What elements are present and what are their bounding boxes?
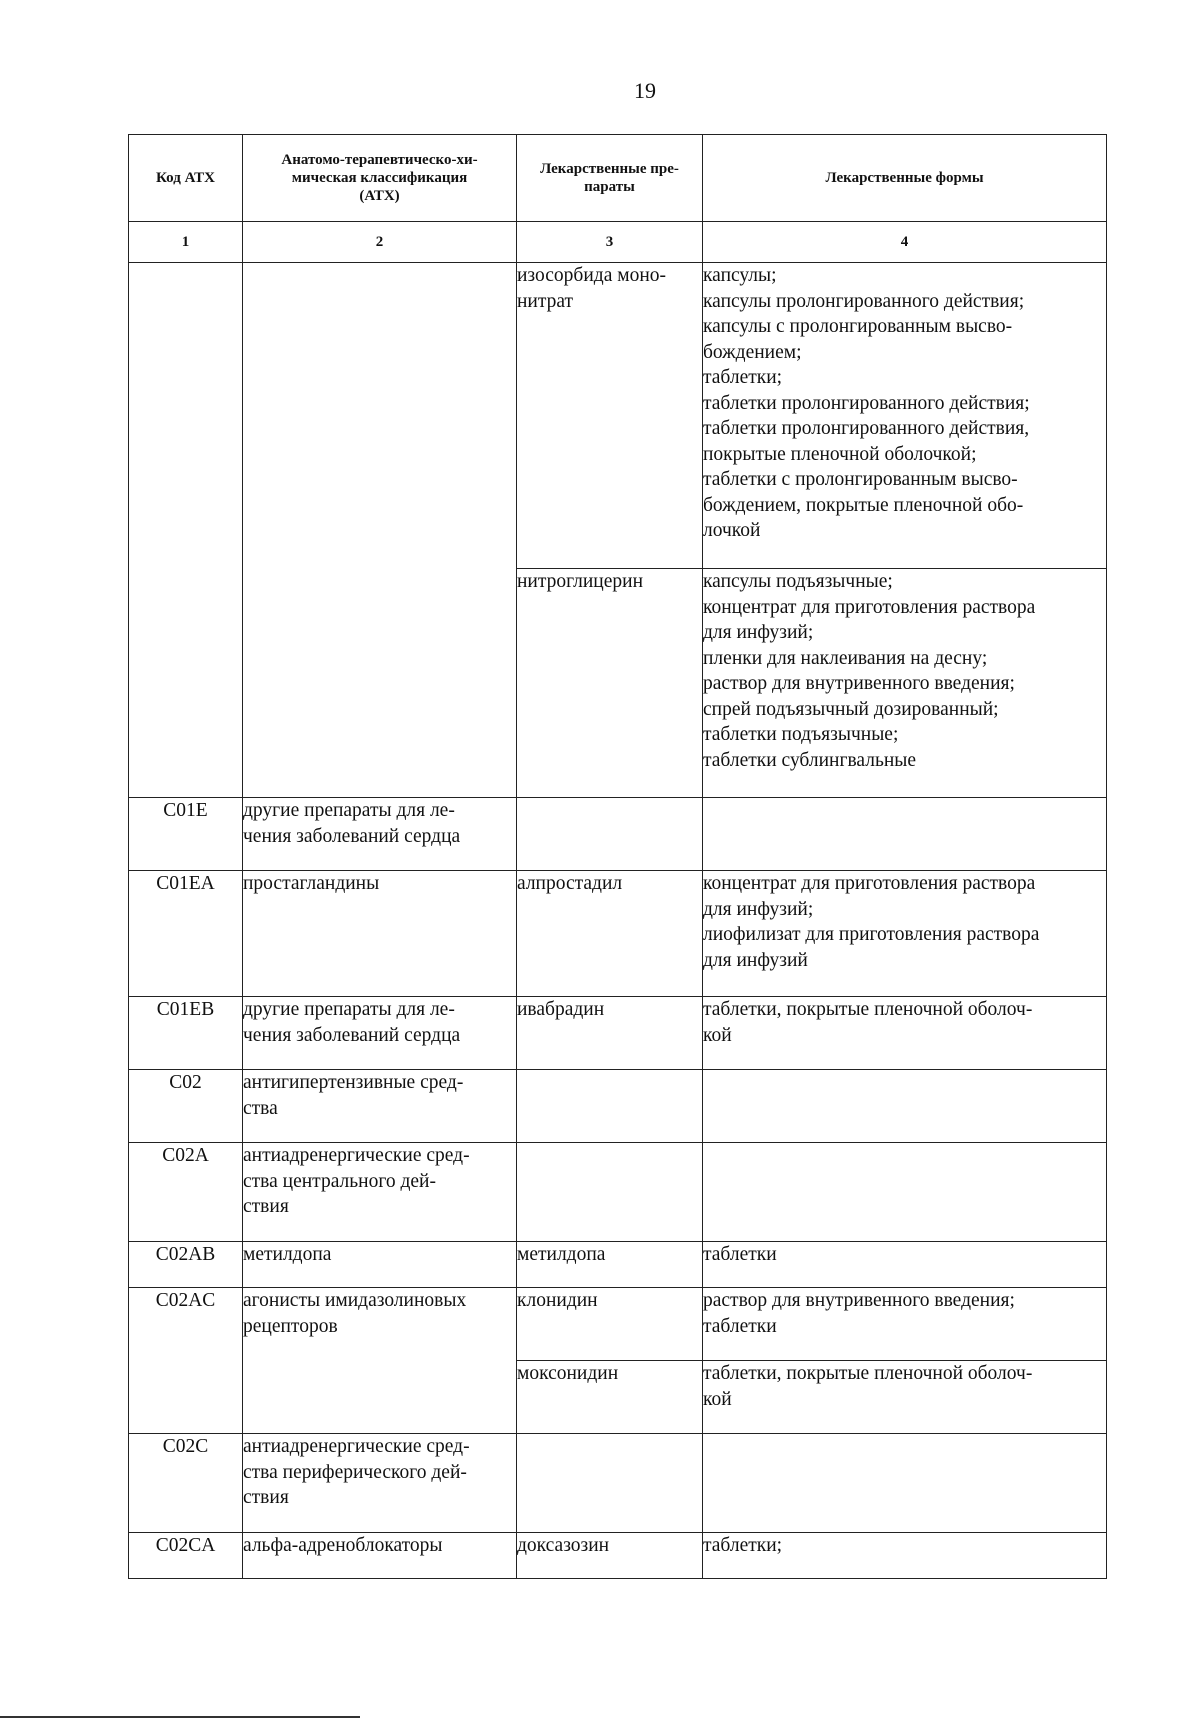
classification-cell	[243, 798, 517, 871]
text-line: капсулы;	[703, 265, 777, 286]
atx-drug-table	[128, 134, 1107, 1579]
table-header-row	[129, 135, 1107, 222]
text-line: антиадренергические сред-	[243, 1145, 470, 1166]
text-line: пленки для наклеивания на десну;	[703, 647, 988, 669]
cell-text	[243, 1533, 516, 1559]
text-line: ства	[243, 1097, 278, 1119]
cell-text	[517, 160, 702, 196]
cell-text	[517, 1533, 702, 1559]
text-line: агонисты имидазолиновых	[243, 1290, 467, 1311]
text-line: нитроглицерин	[517, 571, 644, 592]
text-line: таблетки;	[703, 367, 783, 388]
drug-cell	[517, 1533, 703, 1579]
text-line: (АТХ)	[359, 188, 400, 204]
text-line: моксонидин	[517, 1363, 619, 1384]
dosage-forms-cell	[703, 1434, 1107, 1533]
cell-text	[703, 1361, 1106, 1412]
text-line: кой	[703, 1024, 732, 1046]
drug-cell	[517, 263, 703, 569]
drug-cell	[517, 1288, 703, 1361]
atx-code-cell: C02C	[129, 1434, 243, 1533]
dosage-forms-cell	[703, 1361, 1107, 1434]
drug-cell	[517, 569, 703, 798]
text-line: нитрат	[517, 290, 574, 312]
text-line: таблетки, покрытые пленочной оболоч-	[703, 999, 1033, 1020]
dosage-forms-cell	[703, 569, 1107, 798]
text-line: раствор для внутривенного введения;	[703, 1290, 1015, 1311]
page-bottom-rule	[0, 1716, 360, 1718]
drug-cell	[517, 1143, 703, 1242]
column-number: 1	[129, 222, 243, 263]
text-line: Анатомо-терапевтическо-хи-	[281, 152, 478, 168]
drug-cell	[517, 997, 703, 1070]
classification-cell	[243, 1434, 517, 1533]
text-line: покрытые пленочной оболочкой;	[703, 443, 977, 465]
page-number: 19	[634, 78, 656, 103]
text-line: таблетки пролонгированного действия;	[703, 392, 1030, 414]
header-drugs	[517, 135, 703, 222]
text-line: таблетки сублингвальные	[703, 749, 917, 771]
text-line: таблетки пролонгированного действия,	[703, 418, 1030, 439]
cell-text	[703, 871, 1106, 973]
text-line: другие препараты для ле-	[243, 800, 455, 821]
text-line: концентрат для приготовления раствора	[703, 873, 1036, 894]
text-line: капсулы пролонгированного действия;	[703, 290, 1025, 312]
cell-text	[703, 1288, 1106, 1339]
cell-text	[703, 997, 1106, 1048]
table-row	[129, 263, 1107, 569]
cell-text	[517, 263, 702, 314]
atx-code-cell: C01EA	[129, 871, 243, 997]
drug-cell	[517, 871, 703, 997]
cell-text	[243, 1242, 516, 1268]
text-line: антигипертензивные сред-	[243, 1072, 464, 1093]
text-line: метилдопа	[517, 1244, 606, 1265]
classification-cell	[243, 997, 517, 1070]
text-line: параты	[584, 179, 635, 195]
atx-code-cell: C02A	[129, 1143, 243, 1242]
cell-text	[243, 1143, 516, 1220]
dosage-forms-cell	[703, 871, 1107, 997]
column-number-row	[129, 222, 1107, 263]
text-line: лиофилизат для приготовления раствора	[703, 924, 1040, 945]
table-row	[129, 1242, 1107, 1288]
classification-cell	[243, 263, 517, 798]
column-number: 2	[243, 222, 517, 263]
text-line: таблетки	[703, 1244, 777, 1265]
drug-cell	[517, 798, 703, 871]
text-line: кой	[703, 1388, 732, 1410]
classification-cell	[243, 1242, 517, 1288]
column-number: 4	[703, 222, 1107, 263]
atx-code-cell: C01EB	[129, 997, 243, 1070]
text-line: ства центрального дей-	[243, 1170, 436, 1192]
header-code	[129, 135, 243, 222]
cell-text	[517, 1288, 702, 1314]
text-line: альфа-адреноблокаторы	[243, 1535, 443, 1556]
cell-text	[703, 169, 1106, 187]
dosage-forms-cell	[703, 1288, 1107, 1361]
cell-text	[517, 871, 702, 897]
table-row	[129, 1434, 1107, 1533]
cell-text	[243, 1070, 516, 1121]
atx-code-cell	[129, 263, 243, 798]
cell-text	[243, 1434, 516, 1511]
cell-text	[703, 1242, 1106, 1268]
text-line: ствия	[243, 1487, 289, 1508]
classification-cell	[243, 1288, 517, 1434]
cell-text	[517, 997, 702, 1023]
text-line: таблетки, покрытые пленочной оболоч-	[703, 1363, 1033, 1384]
text-line: таблетки;	[703, 1535, 783, 1556]
text-line: лочкой	[703, 520, 761, 541]
cell-text	[517, 569, 702, 595]
dosage-forms-cell	[703, 263, 1107, 569]
text-line: рецепторов	[243, 1315, 338, 1337]
table-row	[129, 1288, 1107, 1361]
text-line: ства периферического дей-	[243, 1461, 467, 1483]
cell-text	[243, 798, 516, 849]
classification-cell	[243, 1143, 517, 1242]
drug-cell	[517, 1434, 703, 1533]
atx-code-cell: C02AB	[129, 1242, 243, 1288]
dosage-forms-cell	[703, 1143, 1107, 1242]
table-row	[129, 798, 1107, 871]
text-line: раствор для внутривенного введения;	[703, 673, 1015, 694]
classification-cell	[243, 871, 517, 997]
text-line: Лекарственные пре-	[540, 161, 679, 177]
text-line: метилдопа	[243, 1244, 332, 1265]
cell-text	[243, 871, 516, 897]
text-line: спрей подъязычный дозированный;	[703, 698, 999, 720]
cell-text	[517, 1242, 702, 1268]
atx-code-cell: C01E	[129, 798, 243, 871]
header-classification	[243, 135, 517, 222]
text-line: для инфузий	[703, 949, 808, 971]
classification-cell	[243, 1070, 517, 1143]
text-line: чения заболеваний сердца	[243, 1024, 461, 1046]
atx-code-cell: C02AC	[129, 1288, 243, 1434]
column-number: 3	[517, 222, 703, 263]
text-line: простагландины	[243, 873, 380, 894]
text-line: ивабрадин	[517, 999, 605, 1020]
cell-text	[243, 1288, 516, 1339]
text-line: таблетки подъязычные;	[703, 724, 899, 745]
text-line: капсулы подъязычные;	[703, 571, 893, 592]
text-line: другие препараты для ле-	[243, 999, 455, 1020]
text-line: концентрат для приготовления раствора	[703, 596, 1036, 618]
dosage-forms-cell	[703, 1242, 1107, 1288]
cell-text	[129, 169, 242, 187]
cell-text	[243, 997, 516, 1048]
text-line: мическая классификация	[291, 170, 468, 186]
cell-text	[517, 1361, 702, 1387]
cell-text	[243, 151, 516, 205]
text-line: ствия	[243, 1196, 289, 1217]
text-line: Код АТХ	[156, 170, 215, 186]
text-line: бождением, покрытые пленочной обо-	[703, 494, 1024, 516]
table-row	[129, 997, 1107, 1070]
dosage-forms-cell	[703, 997, 1107, 1070]
dosage-forms-cell	[703, 1533, 1107, 1579]
table-row	[129, 1070, 1107, 1143]
drug-cell	[517, 1242, 703, 1288]
dosage-forms-cell	[703, 798, 1107, 871]
table-row	[129, 871, 1107, 997]
text-line: для инфузий;	[703, 898, 814, 920]
text-line: Лекарственные формы	[825, 170, 984, 186]
atx-code-cell: C02CA	[129, 1533, 243, 1579]
cell-text	[703, 569, 1106, 773]
drug-cell	[517, 1070, 703, 1143]
text-line: алпростадил	[517, 873, 623, 894]
text-line: доксазозин	[517, 1535, 610, 1556]
table-row	[129, 1533, 1107, 1579]
text-line: изосорбида моно-	[517, 265, 666, 286]
header-forms	[703, 135, 1107, 222]
text-line: капсулы с пролонгированным высво-	[703, 316, 1013, 337]
classification-cell	[243, 1533, 517, 1579]
cell-text	[703, 263, 1106, 544]
cell-text	[703, 1533, 1106, 1559]
text-line: таблетки	[703, 1315, 777, 1337]
text-line: антиадренергические сред-	[243, 1436, 470, 1457]
text-line: для инфузий;	[703, 622, 814, 643]
drug-cell	[517, 1361, 703, 1434]
atx-code-cell: C02	[129, 1070, 243, 1143]
text-line: клонидин	[517, 1290, 598, 1311]
text-line: бождением;	[703, 341, 802, 363]
text-line: таблетки с пролонгированным высво-	[703, 469, 1018, 490]
text-line: чения заболеваний сердца	[243, 825, 461, 847]
dosage-forms-cell	[703, 1070, 1107, 1143]
table-row	[129, 1143, 1107, 1242]
